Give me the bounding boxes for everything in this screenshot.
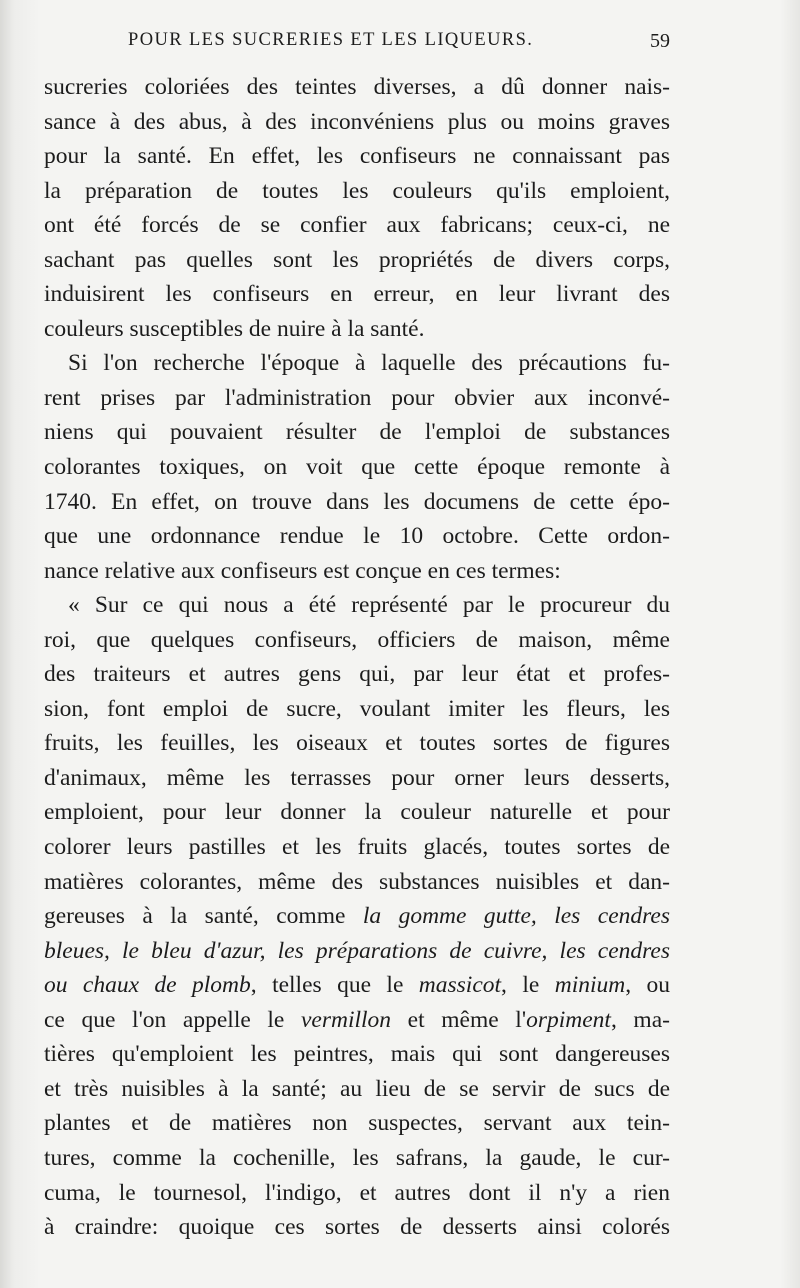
text-line: sucreries coloriées des teintes diverses, a dû donner nais-	[44, 74, 670, 100]
text-line: couleurs susceptibles de nuire à la santé.	[44, 315, 425, 342]
text-line: d'animaux, même les terrasses pour orner leurs desserts,	[44, 764, 670, 791]
text-line: emploient, pour leur donner la couleur naturelle et pour	[44, 799, 670, 826]
text-line: la préparation de toutes les couleurs qu'ils emploient,	[44, 177, 670, 204]
text-span: et même l'	[391, 1006, 527, 1033]
italic-text: vermillon	[300, 1006, 392, 1033]
text-line: sance à des abus, à des inconvéniens plus ou moins graves	[44, 108, 670, 135]
text-line: roi, que quelques confiseurs, officiers de maison, même	[44, 626, 670, 653]
text-line: sachant pas quelles sont les propriétés de divers corps,	[44, 246, 670, 273]
text-line: 1740. En effet, on trouve dans les documens de cette épo-	[44, 488, 670, 515]
text-line: fruits, les feuilles, les oiseaux et toutes sortes de figures	[44, 730, 670, 757]
italic-text: massicot	[418, 972, 502, 999]
text-line: pour la santé. En effet, les confiseurs ne connaissant pas	[44, 143, 670, 170]
text-line: tières qu'emploient les peintres, mais qui sont dangereuses	[44, 1041, 670, 1068]
italic-text: orpiment	[526, 1006, 611, 1033]
page-header	[44, 30, 670, 60]
text-line	[44, 899, 670, 934]
page-number: 59	[650, 30, 670, 52]
italic-text: ou chaux de plomb	[44, 972, 251, 999]
text-line: matières colorantes, même des substances nuisibles et dan-	[44, 868, 670, 895]
text-line: rent prises par l'administration pour obvier aux inconvé-	[44, 384, 670, 411]
italic-text: la gomme gutte, les cendres	[362, 903, 670, 930]
text-span: , ou	[625, 972, 671, 999]
text-line: Si l'on recherche l'époque à laquelle des précautions fu-	[68, 350, 670, 377]
text-line: que une ordonnance rendue le 10 octobre. Cette ordon-	[44, 523, 670, 550]
text-span: gereuses à la santé, comme	[44, 903, 363, 930]
text-line: des traiteurs et autres gens qui, par leur état et profes-	[44, 661, 670, 688]
text-line: sion, font emploi de sucre, voulant imiter les fleurs, les	[44, 695, 670, 722]
text-span: , ma-	[610, 1006, 670, 1033]
text-line: colorantes toxiques, on voit que cette époque remonte à	[44, 454, 670, 481]
text-line: « Sur ce qui nous a été représenté par le procureur du	[68, 592, 670, 619]
running-head: POUR LES SUCRERIES ET LES LIQUEURS.	[128, 30, 534, 50]
text-line: cuma, le tournesol, l'indigo, et autres dont il n'y a rien	[44, 1179, 670, 1206]
italic-text: minium	[554, 972, 626, 999]
text-line	[44, 968, 670, 1003]
text-line: induisirent les confiseurs en erreur, en leur livrant des	[44, 281, 670, 308]
body-text	[44, 70, 670, 1245]
text-line: à craindre: quoique ces sortes de desserts ainsi colorés	[44, 1214, 670, 1241]
text-line: tures, comme la cochenille, les safrans, la gaude, le cur-	[44, 1144, 670, 1171]
text-line: colorer leurs pastilles et les fruits glacés, toutes sortes de	[44, 834, 670, 861]
text-span: , telles que le	[250, 972, 419, 999]
text-line	[44, 934, 670, 969]
italic-text: bleues, le bleu d'azur, les préparations de cuivre, les cendres	[44, 937, 670, 964]
text-line: niens qui pouvaient résulter de l'emploi de substances	[44, 419, 670, 446]
text-line: nance relative aux confiseurs est conçue en ces termes:	[44, 557, 561, 584]
text-line: ont été forcés de se confier aux fabricans; ceux-ci, ne	[44, 212, 670, 239]
text-line	[44, 1003, 670, 1038]
text-line: et très nuisibles à la santé; au lieu de se servir de sucs de	[44, 1075, 670, 1102]
text-span: , le	[501, 972, 555, 999]
text-line: plantes et de matières non suspectes, servant aux tein-	[44, 1110, 670, 1137]
text-span: ce que l'on appelle le	[44, 1006, 301, 1033]
